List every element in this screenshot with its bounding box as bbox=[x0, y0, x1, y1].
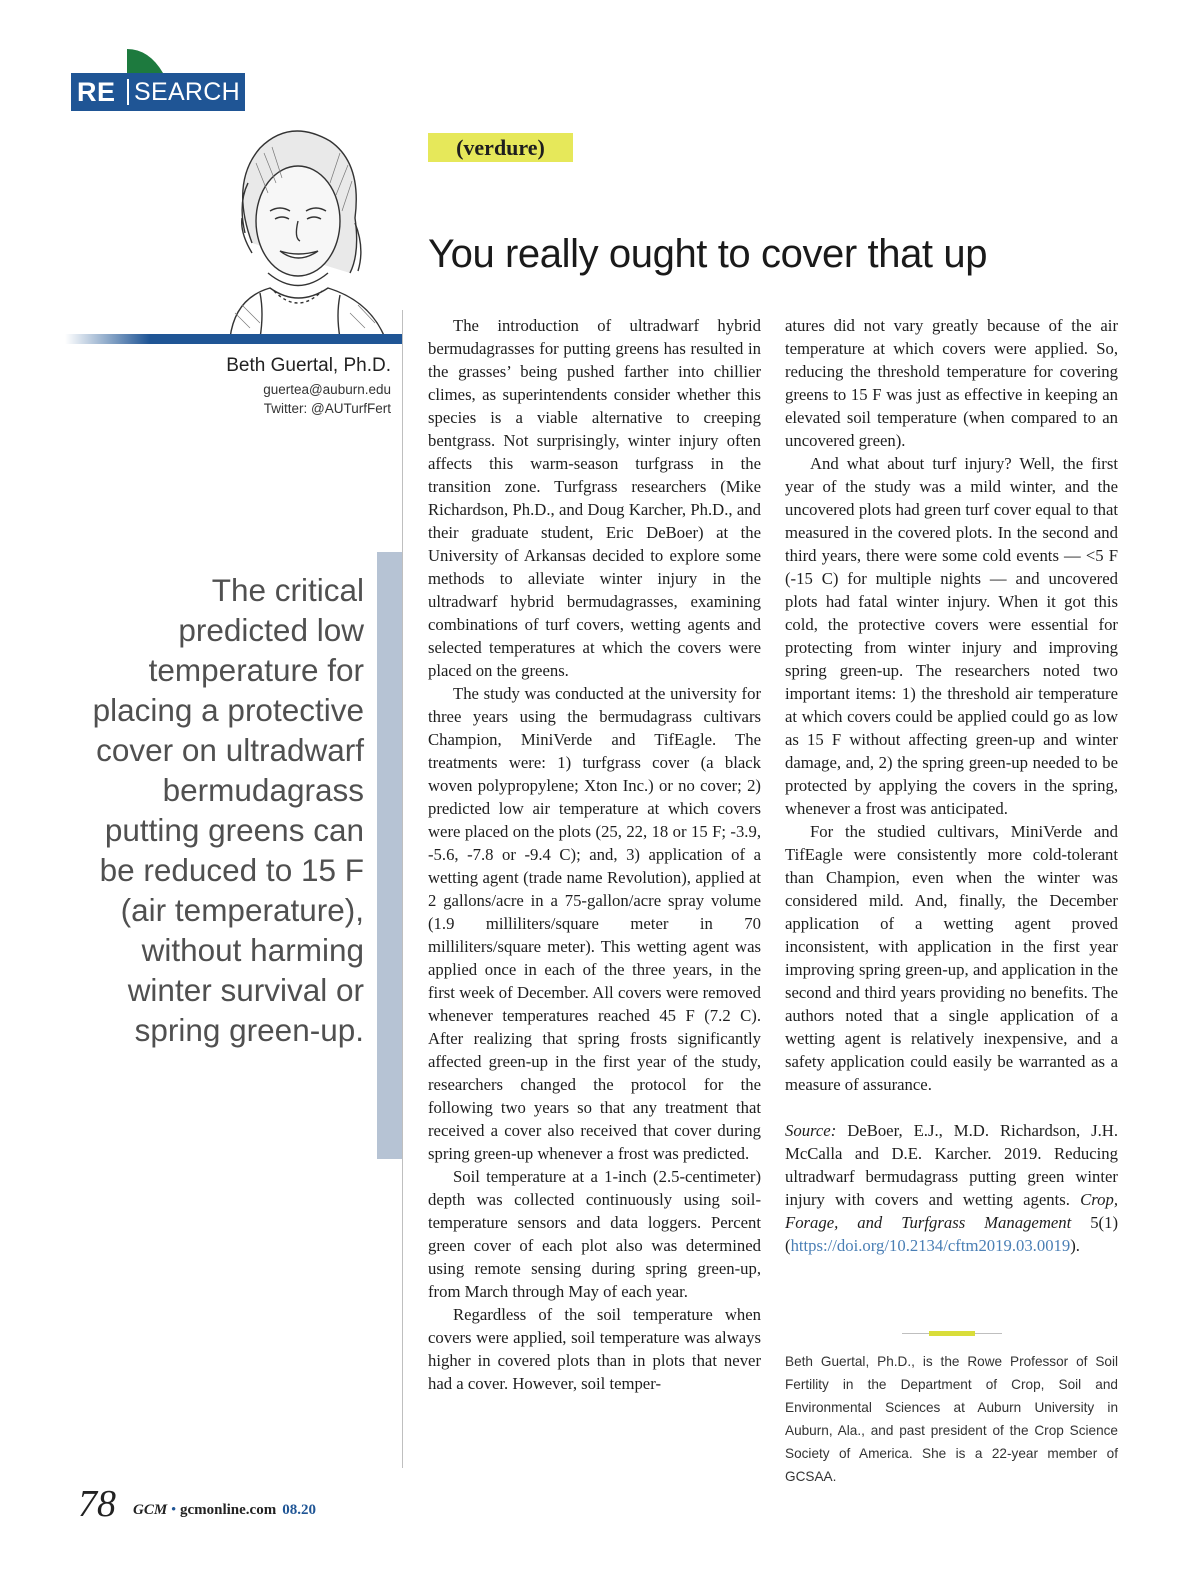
body-paragraph: The study was conducted at the university for three years using the bermudagrass cultivars Champion, MiniVerde and TifEagle. The treatments were: 1) turfgrass cover (a black woven polypropylene; Xton Inc.) or no cover; 2) predicted low air temperature at which covers were placed on the plots (25, 22, 18 or 15 F; -3.9, -5.6, -7.8 or -9.4 C); and, 3) application of a wetting agent (trade name Revolution), applied at 2 gallons/acre in a 75-gallon/acre spray volume (1.9 milliliters/square meter in 70 milliliters/square meter). This wetting agent was applied once in each of the three years, in the first week of December. All covers were removed whenever temperatures reached 45 F (7.2 C). After realizing that spring frosts significantly affected green-up in the first year of the study, researchers changed the protocol for the following two years so that any treatment that received a cover also received that cover during spring green-up whenever a frost was predicted. bbox=[428, 684, 761, 1163]
source-volume: 5(1) bbox=[1090, 1213, 1119, 1232]
article-headline: You really ought to cover that up bbox=[428, 232, 988, 276]
source-citation bbox=[785, 1119, 1118, 1257]
footer-magazine: GCM bbox=[133, 1502, 168, 1518]
author-twitter[interactable]: Twitter: @AUTurfFert bbox=[263, 401, 391, 416]
portrait-underline-bar bbox=[65, 334, 403, 344]
body-paragraph: The introduction of ultradwarf hybrid bermudagrasses for putting greens has resulted in the grasses’ being pushed farther into chillier climes, as superintendents consider whether this species is a viable alternative to creeping bentgrass. Not surprisingly, winter injury often affects this warm-season turfgrass in the transition zone. Turfgrass researchers (Mike Richardson, Ph.D., and Doug Karcher, Ph.D., and their graduate student, Eric DeBoer) at the University of Arkansas decided to explore some methods to alleviate winter injury in the ultradwarf hybrid bermudagrasses, examining combinations of turf covers, wetting agents and selected temperatures at which the covers were placed on the greens. bbox=[428, 316, 761, 680]
body-paragraph: atures did not vary greatly because of the air temperature at which covers were applied. So, reducing the threshold temperature for covering greens to 15 F was just as effective in keeping an elevated soil temperature (when compared to an uncovered green). bbox=[785, 316, 1118, 450]
author-name: Beth Guertal, Ph.D. bbox=[226, 355, 391, 376]
body-paragraph: For the studied cultivars, MiniVerde and TifEagle were consistently more cold-tolerant than Champion, even when the winter was considered mild. And, finally, the December application of a wetting agent proved inconsistent, with application in the first year improving spring green-up, and application in the second and third years providing no benefits. The authors noted that a single application of a wetting agent is relatively inexpensive, and a safety application could easily be warranted as a measure of assurance. bbox=[785, 822, 1118, 1094]
author-bio: Beth Guertal, Ph.D., is the Rowe Professor of Soil Fertility in the Department of Crop, Soil and Environmental Sciences at Auburn University in Auburn, Ala., and past president of the Crop Science Society of America. She is a 22-year member of GCSAA. bbox=[785, 1354, 1118, 1484]
source-doi-close: ). bbox=[1070, 1236, 1080, 1255]
body-paragraph: Soil temperature at a 1-inch (2.5-centimeter) depth was collected continuously using soil-temperature sensors and data loggers. Percent green cover of each plot also was determined using remote sensing during spring green-up, from March through May of each year. bbox=[428, 1167, 761, 1301]
source-journal: Crop, Forage, and Turfgrass Management bbox=[785, 1190, 1118, 1232]
department-tag: (verdure) bbox=[428, 133, 573, 162]
pull-quote-bar bbox=[377, 552, 403, 1159]
body-column-left bbox=[428, 314, 761, 1395]
source-label: Source: bbox=[785, 1121, 837, 1140]
column-divider bbox=[402, 310, 403, 1468]
section-badge-re: RE bbox=[77, 77, 116, 107]
pull-quote: The critical predicted low temperature for placing a protective cover on ultradwarf bermudagrass putting greens can be reduced to 15 F (air temperature), without harming winter survival or spring green-up. bbox=[92, 572, 364, 1048]
body-paragraph: And what about turf injury? Well, the first year of the study was a mild winter, and the uncovered plots had green turf cover equal to that measured in the covered plots. In the second and third years, there were some cold events — <5 F (-15 C) for multiple nights — and uncovered plots had fatal winter injury. When it got this cold, the protective covers were essential for protecting from winter injury and improving spring green-up. The researchers noted two important items: 1) the threshold air temperature at which covers could be applied could go as low as 15 F without affecting green-up and winter damage, and, 2) the spring green-up needed to be protected by applying the covers in the spring, whenever a frost was anticipated. bbox=[785, 454, 1118, 818]
footer-folio bbox=[133, 1502, 316, 1519]
source-doi-link[interactable]: https://doi.org/10.2134/cftm2019.03.0019 bbox=[790, 1236, 1071, 1255]
page-number: 78 bbox=[78, 1483, 116, 1525]
author-portrait bbox=[190, 123, 405, 338]
body-paragraph: Regardless of the soil temperature when covers were applied, soil temperature was always higher in covered plots than in plots that never had a cover. However, soil temper- bbox=[428, 1305, 761, 1393]
source-reference: DeBoer, E.J., M.D. Richardson, J.H. McCalla and D.E. Karcher. 2019. Reducing ultradwarf bermudagrass putting green winter injury with covers and wetting agents. bbox=[785, 1121, 1119, 1209]
bio-divider-accent bbox=[929, 1331, 975, 1336]
section-leaf-icon bbox=[127, 47, 163, 73]
source-doi-open: ( bbox=[785, 1236, 791, 1255]
footer-issue: 08.20 bbox=[282, 1502, 316, 1518]
section-badge-divider bbox=[127, 79, 129, 105]
footer-bullet: • bbox=[170, 1502, 177, 1518]
section-badge-search: SEARCH bbox=[134, 78, 240, 106]
body-column-right bbox=[785, 314, 1118, 1257]
footer-website[interactable]: gcmonline.com bbox=[179, 1502, 277, 1518]
author-email[interactable]: guertea@auburn.edu bbox=[263, 382, 391, 397]
